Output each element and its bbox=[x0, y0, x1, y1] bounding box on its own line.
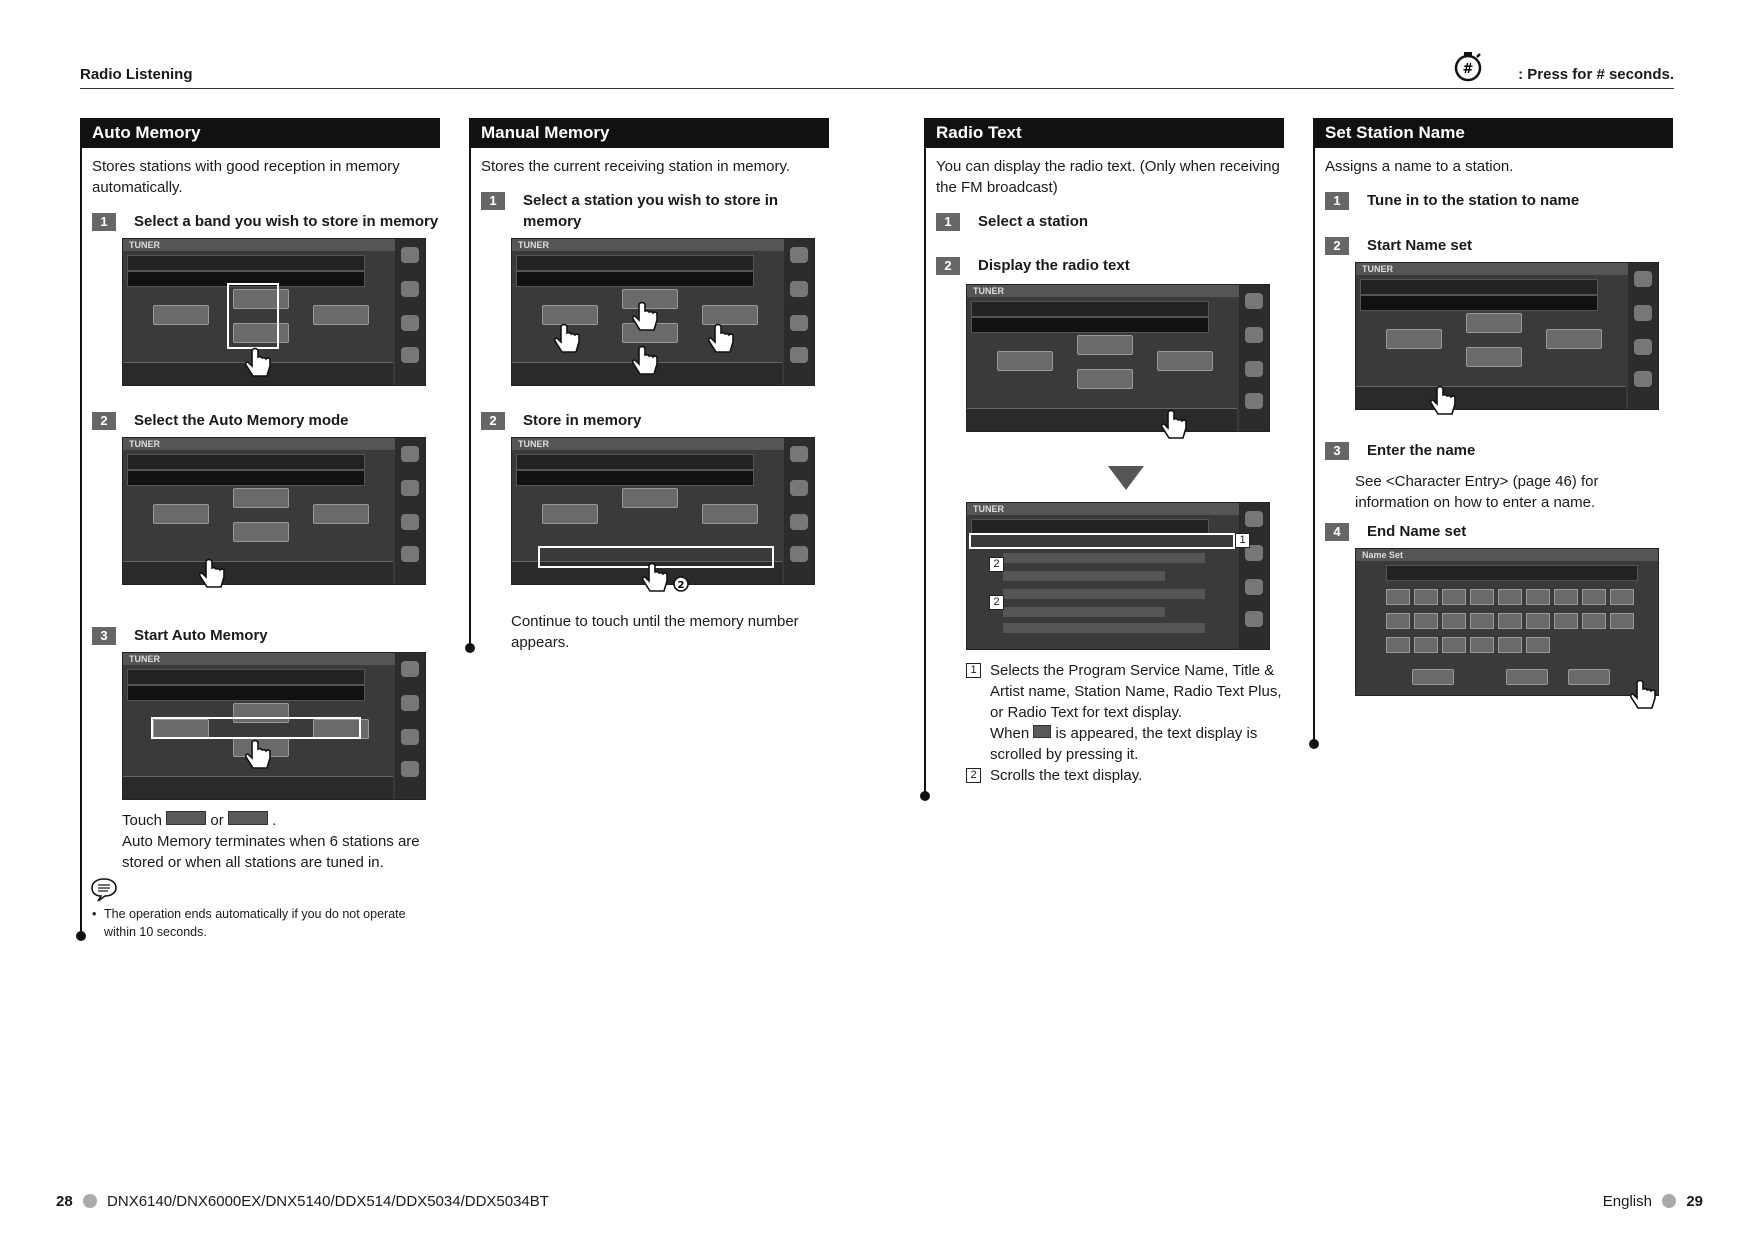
side-icon bbox=[1634, 305, 1652, 321]
screen-title: Name Set bbox=[1362, 550, 1404, 560]
step-number: 4 bbox=[1325, 523, 1349, 541]
step-2 bbox=[92, 410, 440, 431]
section-end-dot bbox=[465, 643, 475, 653]
step-number: 2 bbox=[936, 257, 960, 275]
side-icon bbox=[790, 315, 808, 331]
step-label: Select a station you wish to store in memory bbox=[523, 192, 779, 230]
side-icon bbox=[1634, 371, 1652, 387]
side-icon bbox=[1245, 611, 1263, 627]
hold-badge-label: 2 bbox=[677, 580, 685, 591]
screen-title: TUNER bbox=[973, 286, 1004, 296]
screen-topbar bbox=[123, 239, 425, 251]
side-icon bbox=[1245, 327, 1263, 343]
preset-button bbox=[702, 305, 758, 325]
pointer-hand-icon bbox=[552, 323, 582, 357]
pointer-hand-icon bbox=[1159, 409, 1189, 443]
screen-row bbox=[127, 454, 365, 470]
screen-sidebar bbox=[1239, 285, 1269, 431]
screen-row bbox=[516, 255, 754, 271]
side-icon bbox=[401, 446, 419, 462]
key bbox=[1470, 637, 1494, 653]
legend-item-2 bbox=[966, 765, 1284, 786]
tuner-screenshot bbox=[511, 437, 815, 591]
screen-title: TUNER bbox=[973, 504, 1004, 514]
side-icon bbox=[1634, 271, 1652, 287]
pointer-hand-icon bbox=[640, 562, 670, 596]
seek-back-button-icon bbox=[166, 811, 206, 825]
footer-right bbox=[1603, 1193, 1703, 1210]
screen-bottombar bbox=[967, 408, 1237, 431]
key bbox=[1610, 613, 1634, 629]
legend-number: 1 bbox=[966, 663, 981, 678]
callout-1: 1 bbox=[1235, 533, 1250, 548]
step-number: 3 bbox=[92, 627, 116, 645]
screen-sidebar bbox=[784, 438, 814, 584]
legend-item-1 bbox=[966, 660, 1284, 765]
preset-button bbox=[313, 305, 369, 325]
see-text: See <Character Entry> (page 46) for information on how to enter a name. bbox=[1355, 473, 1599, 511]
screen-sidebar bbox=[395, 438, 425, 584]
footer-dot bbox=[83, 1194, 97, 1208]
section-rule bbox=[469, 118, 471, 648]
screen-row bbox=[1360, 295, 1598, 311]
key bbox=[1442, 613, 1466, 629]
radio-text-intro: You can display the radio text. (Only when receiving the FM broadcast) bbox=[936, 158, 1280, 196]
terminates-text: Auto Memory terminates when 6 stations are stored or when all stations are tuned in. bbox=[122, 833, 420, 871]
screen-topbar bbox=[512, 239, 814, 251]
pointer-hand-icon bbox=[197, 558, 227, 592]
radio-text-section bbox=[924, 118, 1284, 786]
hold-timer-icon bbox=[672, 574, 690, 592]
step-label: Select the Auto Memory mode bbox=[134, 412, 349, 429]
section-end-dot bbox=[920, 791, 930, 801]
step-3 bbox=[92, 625, 440, 646]
screen-sidebar bbox=[395, 653, 425, 799]
note-text: The operation ends automatically if you do not operate within 10 seconds. bbox=[104, 907, 406, 939]
text-line bbox=[1003, 623, 1205, 633]
auto-memory-intro: Stores stations with good reception in memory automatically. bbox=[92, 158, 400, 196]
step-label: Select a station bbox=[978, 213, 1089, 230]
step-3 bbox=[1325, 440, 1673, 461]
step-label: Start Name set bbox=[1367, 237, 1473, 254]
side-icon bbox=[790, 514, 808, 530]
touch-instruction bbox=[122, 810, 440, 831]
screen-row bbox=[127, 255, 365, 271]
preset-button bbox=[702, 504, 758, 524]
step-1 bbox=[1325, 190, 1673, 211]
side-icon bbox=[401, 695, 419, 711]
section-rule bbox=[80, 118, 82, 936]
key bbox=[1386, 637, 1410, 653]
preset-button bbox=[1077, 335, 1133, 355]
screen-sidebar bbox=[784, 239, 814, 385]
key bbox=[1442, 637, 1466, 653]
tuner-screenshot bbox=[122, 437, 426, 585]
language-label: English bbox=[1602, 1193, 1652, 1210]
key bbox=[1498, 637, 1522, 653]
pointer-hand-icon bbox=[630, 345, 660, 379]
side-icon bbox=[1245, 579, 1263, 595]
screen-topbar bbox=[1356, 263, 1658, 275]
note bbox=[92, 905, 440, 941]
step-number: 1 bbox=[481, 192, 505, 210]
auto-memory-section bbox=[80, 118, 440, 941]
screen-bottombar bbox=[1356, 386, 1626, 409]
key bbox=[1610, 589, 1634, 605]
step-1 bbox=[936, 211, 1284, 232]
screen-row bbox=[971, 317, 1209, 333]
side-icon bbox=[790, 247, 808, 263]
screen-sidebar bbox=[1628, 263, 1658, 409]
side-icon bbox=[1634, 339, 1652, 355]
step-number: 2 bbox=[92, 412, 116, 430]
preset-button bbox=[233, 522, 289, 542]
model-list: DNX6140/DNX6000EX/DNX5140/DDX514/DDX5034/DDX5034BT bbox=[107, 1193, 549, 1210]
screen-topbar bbox=[512, 438, 814, 450]
step-label: Display the radio text bbox=[978, 257, 1130, 274]
screen-row bbox=[516, 454, 754, 470]
manual-memory-section bbox=[469, 118, 829, 653]
step-label: Start Auto Memory bbox=[134, 627, 268, 644]
set-station-name-intro: Assigns a name to a station. bbox=[1325, 158, 1514, 175]
scroll-button-icon bbox=[1033, 725, 1051, 738]
screen-sidebar bbox=[395, 239, 425, 385]
screen-bottombar bbox=[123, 776, 393, 799]
screen-bottombar bbox=[123, 561, 393, 584]
preset-button bbox=[997, 351, 1053, 371]
screen-title: TUNER bbox=[129, 439, 160, 449]
text-line bbox=[1003, 571, 1165, 581]
touch-word: Touch bbox=[122, 812, 163, 829]
tuner-screenshot bbox=[511, 238, 815, 386]
step-number: 2 bbox=[1325, 237, 1349, 255]
note-bullet: • bbox=[92, 907, 97, 921]
step-4 bbox=[1325, 521, 1673, 542]
side-icon bbox=[401, 661, 419, 677]
step-label: Store in memory bbox=[523, 412, 642, 429]
step-2 bbox=[936, 255, 1284, 276]
timer-icon-label: # bbox=[1462, 62, 1474, 77]
side-icon bbox=[790, 480, 808, 496]
screen-topbar bbox=[967, 503, 1269, 515]
pointer-hand-icon bbox=[1628, 679, 1658, 713]
preset-button bbox=[153, 305, 209, 325]
seek-forward-button-icon bbox=[228, 811, 268, 825]
section-end-dot bbox=[76, 931, 86, 941]
section-end-dot bbox=[1309, 739, 1319, 749]
step-label: Tune in to the station to name bbox=[1367, 192, 1580, 209]
pointer-hand-icon bbox=[630, 301, 660, 335]
legend-text: Selects the Program Service Name, Title & Artist name, Station Name, Radio Text Plus, or Radio Text for text display. bbox=[990, 662, 1282, 721]
key bbox=[1582, 589, 1606, 605]
step-number: 1 bbox=[92, 213, 116, 231]
or-word: or bbox=[210, 812, 224, 829]
side-icon bbox=[401, 347, 419, 363]
side-icon bbox=[401, 247, 419, 263]
pointer-hand-icon bbox=[243, 347, 273, 381]
section-rule bbox=[1313, 118, 1315, 744]
key bbox=[1582, 613, 1606, 629]
key bbox=[1526, 613, 1550, 629]
preset-button bbox=[1157, 351, 1213, 371]
preset-button bbox=[313, 504, 369, 524]
step-label: Enter the name bbox=[1367, 442, 1476, 459]
name-set-screenshot bbox=[1355, 548, 1659, 696]
screen-title: TUNER bbox=[518, 240, 549, 250]
page-number-left: 28 bbox=[56, 1193, 73, 1210]
text-line bbox=[1003, 553, 1205, 563]
manual-memory-intro: Stores the current receiving station in memory. bbox=[481, 158, 791, 175]
key bbox=[1386, 613, 1410, 629]
callout-2-up: 2 bbox=[989, 557, 1004, 572]
name-field bbox=[1386, 565, 1638, 581]
highlight-box bbox=[151, 717, 361, 739]
step-2 bbox=[1325, 235, 1673, 256]
side-icon bbox=[401, 281, 419, 297]
screen-row bbox=[127, 470, 365, 486]
key bbox=[1554, 613, 1578, 629]
key bbox=[1526, 637, 1550, 653]
side-icon bbox=[1245, 393, 1263, 409]
screen-row bbox=[1360, 279, 1598, 295]
key bbox=[1414, 613, 1438, 629]
screen-topbar bbox=[123, 438, 425, 450]
key bbox=[1414, 589, 1438, 605]
screen-sidebar bbox=[1239, 503, 1269, 649]
set-station-name-section bbox=[1313, 118, 1673, 696]
preset-button bbox=[1386, 329, 1442, 349]
screen-title: TUNER bbox=[129, 654, 160, 664]
key bbox=[1498, 589, 1522, 605]
screen-row bbox=[516, 470, 754, 486]
side-icon bbox=[1245, 293, 1263, 309]
screen-title: TUNER bbox=[518, 439, 549, 449]
screen-row bbox=[971, 301, 1209, 317]
step-number: 3 bbox=[1325, 442, 1349, 460]
section-rule bbox=[924, 118, 926, 796]
key bbox=[1414, 637, 1438, 653]
page-number-right: 29 bbox=[1686, 1193, 1703, 1210]
screen-row bbox=[127, 669, 365, 685]
down-arrow-icon bbox=[1108, 466, 1144, 490]
step-number: 2 bbox=[481, 412, 505, 430]
preset-button bbox=[1466, 347, 1522, 367]
pointer-hand-icon bbox=[1428, 385, 1458, 419]
side-icon bbox=[790, 446, 808, 462]
step-label: Select a band you wish to store in memory bbox=[134, 213, 439, 230]
screen-topbar bbox=[967, 285, 1269, 297]
tuner-screenshot bbox=[122, 652, 426, 800]
key bbox=[1470, 613, 1494, 629]
press-note: : Press for # seconds. bbox=[1518, 66, 1674, 83]
footer-left bbox=[56, 1193, 549, 1210]
key bbox=[1386, 589, 1410, 605]
preset-button bbox=[622, 488, 678, 508]
legend-text: Scrolls the text display. bbox=[990, 767, 1143, 784]
key bbox=[1470, 589, 1494, 605]
side-icon bbox=[401, 729, 419, 745]
radio-text-title: Radio Text bbox=[924, 118, 1284, 148]
screen-row bbox=[127, 685, 365, 701]
key bbox=[1442, 589, 1466, 605]
continue-text: Continue to touch until the memory number appears. bbox=[511, 613, 799, 651]
when-word: When bbox=[990, 725, 1030, 742]
tuner-screenshot bbox=[1355, 262, 1659, 410]
step-number: 1 bbox=[936, 213, 960, 231]
preset-button bbox=[233, 488, 289, 508]
note-icon bbox=[90, 877, 118, 903]
preset-button bbox=[1077, 369, 1133, 389]
tuner-screenshot bbox=[966, 284, 1270, 432]
side-icon bbox=[401, 546, 419, 562]
legend-text-2: is appeared, the text display is scrolled by pressing it. bbox=[990, 725, 1258, 763]
side-icon bbox=[790, 281, 808, 297]
side-icon bbox=[790, 546, 808, 562]
preset-button bbox=[542, 305, 598, 325]
set-station-name-title: Set Station Name bbox=[1313, 118, 1673, 148]
preset-button bbox=[1466, 313, 1522, 333]
tuner-screenshot bbox=[122, 238, 426, 386]
footer-dot bbox=[1662, 1194, 1676, 1208]
side-icon bbox=[401, 514, 419, 530]
preset-button bbox=[1546, 329, 1602, 349]
text-line bbox=[1003, 607, 1165, 617]
step-number: 1 bbox=[1325, 192, 1349, 210]
side-icon bbox=[1245, 511, 1263, 527]
press-timer-icon bbox=[1453, 50, 1483, 82]
key bbox=[1568, 669, 1610, 685]
highlight-box bbox=[227, 283, 279, 349]
side-icon bbox=[401, 315, 419, 331]
step-2 bbox=[481, 410, 829, 431]
running-header: Radio Listening bbox=[80, 66, 193, 83]
screen-title: TUNER bbox=[129, 240, 160, 250]
key bbox=[1498, 613, 1522, 629]
side-icon bbox=[1245, 361, 1263, 377]
side-icon bbox=[401, 480, 419, 496]
step-1 bbox=[481, 190, 829, 232]
auto-memory-title: Auto Memory bbox=[80, 118, 440, 148]
text-line bbox=[1003, 589, 1205, 599]
pointer-hand-icon bbox=[243, 739, 273, 773]
preset-button bbox=[153, 504, 209, 524]
pointer-hand-icon bbox=[706, 323, 736, 357]
header-rule bbox=[80, 88, 1674, 89]
key bbox=[1554, 589, 1578, 605]
step-1 bbox=[92, 211, 440, 232]
key bbox=[1506, 669, 1548, 685]
screen-title: TUNER bbox=[1362, 264, 1393, 274]
callout-2-down: 2 bbox=[989, 595, 1004, 610]
key bbox=[1526, 589, 1550, 605]
side-icon bbox=[401, 761, 419, 777]
preset-button bbox=[542, 504, 598, 524]
highlight-box bbox=[969, 533, 1235, 549]
screen-row bbox=[516, 271, 754, 287]
key bbox=[1412, 669, 1454, 685]
screen-topbar bbox=[123, 653, 425, 665]
side-icon bbox=[790, 347, 808, 363]
manual-memory-title: Manual Memory bbox=[469, 118, 829, 148]
step-label: End Name set bbox=[1367, 523, 1467, 540]
radio-text-screenshot bbox=[966, 502, 1270, 650]
period: . bbox=[272, 812, 277, 829]
legend-number: 2 bbox=[966, 768, 981, 783]
